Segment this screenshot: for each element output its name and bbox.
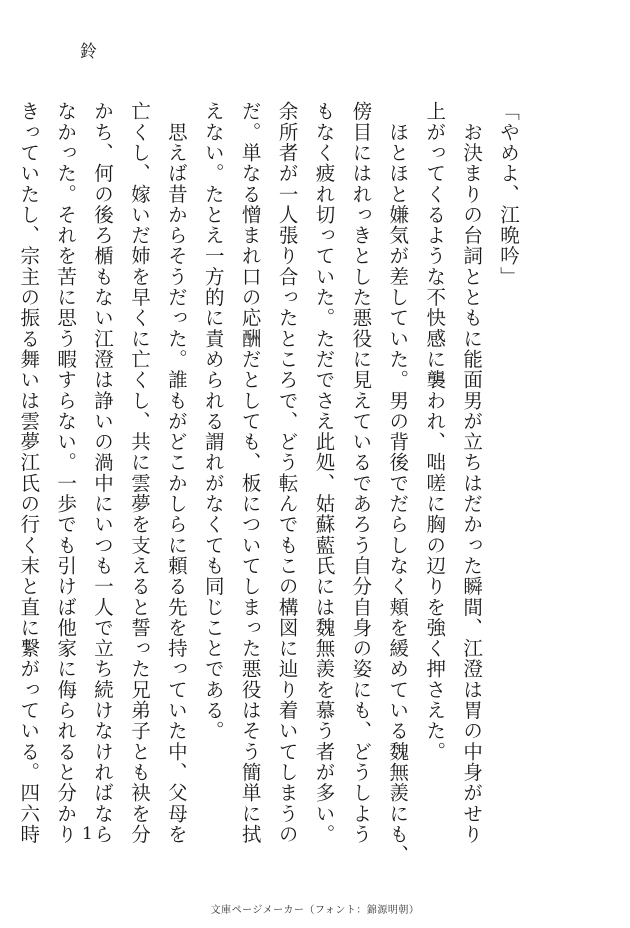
text-line: 上がってくるような不快感に襲われ、咄嗟に胸の辺りを強く押さえた。 [423, 101, 447, 762]
text-line: 亡くし、嫁いだ姉を早くに亡くし、共に雲夢を支えると誓った兄弟子とも袂を分 [127, 101, 151, 845]
text-line: 思えば昔からそうだった。誰もがどこかしらに頼る先を持っていた中、父母を [164, 101, 188, 845]
text-line: ほとほと嫌気が差していた。男の背後でだらしなく頬を緩めている魏無羨にも、 [386, 101, 410, 866]
text-line: もなく疲れ切っていた。ただでさえ此処、姑蘇藍氏には魏無羨を慕う者が多い。 [312, 101, 336, 845]
text-line: 「やめよ、江晩吟」 [497, 101, 520, 287]
text-line: だ。単なる憎まれ口の応酬だとしても、板についてしまった悪役はそう簡単に拭 [238, 101, 262, 845]
text-line: なかった。それを苦に思う暇すらない。一歩でも引けば他家に侮られると分かり [54, 101, 78, 845]
footer-credit: 文庫ページメーカー（フォント：錦源明朝） [210, 905, 420, 916]
text-line: かち、何の後ろ楯もない江澄は諍いの渦中にいつも一人で立ち続けなければなら [91, 101, 115, 845]
text-line: 余所者が一人張り合ったところで、どう転んでもこの構図に辿り着いてしまうの [275, 101, 299, 845]
text-line: きっていたし、宗主の振る舞いは雲夢江氏の行く末と直に繋がっている。四六時 [17, 101, 41, 845]
page-number: 1 [82, 824, 93, 844]
text-line: お決まりの台詞とともに能面男が立ちはだかった瞬間、江澄は胃の中身がせり [460, 101, 484, 845]
text-line: えない。たとえ一方的に責められる謂れがなくても同じことである。 [201, 101, 225, 742]
header-title: 鈴 [80, 42, 97, 62]
body-text [9, 101, 526, 866]
text-line: 傍目にはれっきとした悪役に見えているであろう自分自身の姿にも、どうしよう [349, 101, 373, 845]
